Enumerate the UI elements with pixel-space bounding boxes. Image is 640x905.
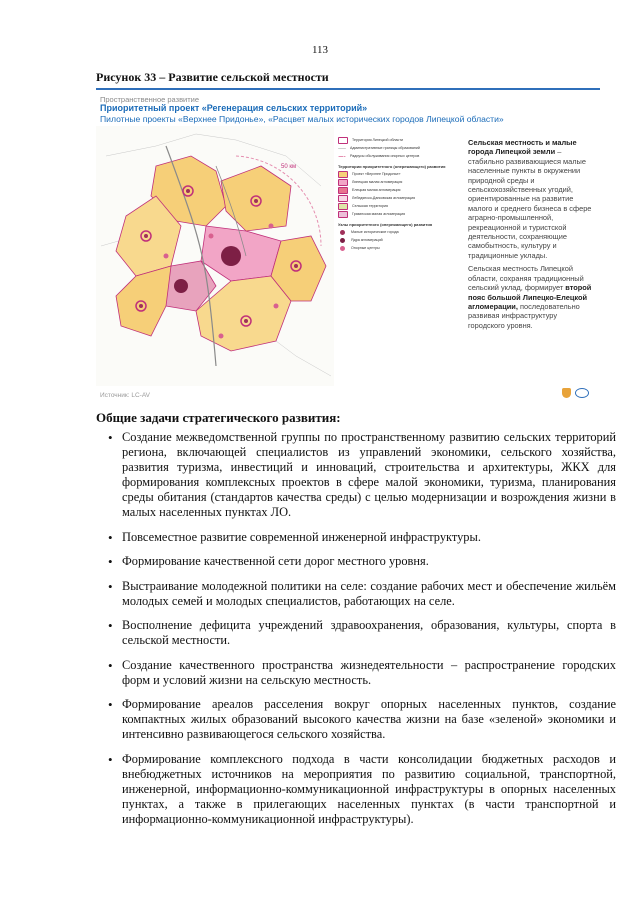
legend-item: Опорные центры: [338, 244, 466, 252]
legend-swatch: [338, 187, 348, 194]
legend-swatch: [338, 171, 348, 178]
figure-caption: Рисунок 33 – Развитие сельской местности: [96, 70, 329, 84]
map-scale-label: 50 км: [281, 164, 297, 170]
figure-subtitle: Пилотные проекты «Верхнее Придонье», «Расцвет малых исторических городов Липецкой области»: [100, 114, 504, 124]
legend-dot: [340, 238, 345, 243]
legend-item: Проект «Верхнее Придонье»: [338, 170, 466, 178]
tasks-list: [122, 430, 616, 836]
legend-item: Елецкая малая агломерация: [338, 186, 466, 194]
coat-of-arms-icon: [562, 388, 571, 398]
legend-dot: [340, 230, 345, 235]
list-item: • Восполнение дефицита учреждений здравоохранения, образования, культуры, спорта в сельской местности.: [122, 618, 616, 648]
legend-swatch: [338, 179, 348, 186]
legend-item: Сельская территория: [338, 202, 466, 210]
list-item: • Формирование качественной сети дорог местного уровня.: [122, 554, 616, 569]
list-item: • Выстраивание молодежной политики на селе: создание рабочих мест и обеспечение жильём молодых семей и молодых специалистов, работающих на селе.: [122, 579, 616, 609]
description-paragraph-1: Сельская местность и малые города Липецкой земли – стабильно развивающиеся малые населенные пункты в окружении природной среды и сельскохозяйственных угодий, ориентированные на развитие малого и среднего бизнеса в сфере аграрно-промышленной, рекреационной и туристской деятельности, сохраняющие самобытность, культуру и традиционные уклады.: [468, 138, 592, 260]
section-heading: Общие задачи стратегического развития:: [96, 410, 341, 425]
legend-item: Лебедянско-Данковская агломерация: [338, 194, 466, 202]
legend-heading-territories: Территории приоритетного (опережающего) развития: [338, 163, 446, 169]
legend-dot: [340, 246, 345, 251]
list-item: • Повсеместное развитие современной инженерной инфраструктуры.: [122, 530, 616, 545]
figure-title: Приоритетный проект «Регенерация сельских территорий»: [100, 103, 368, 113]
page-number: 113: [311, 44, 329, 56]
map-legend: [338, 136, 466, 252]
region-map: [96, 126, 334, 386]
legend-swatch: [338, 137, 348, 144]
figure-description: [468, 138, 592, 334]
figure-section-label: Пространственное развитие: [100, 95, 200, 104]
description-paragraph-2: Сельская местность Липецкой области, сохраняя традиционный сельский уклад, формирует второй пояс большой Липецко-Елецкой агломерации, последовательно развивая инфраструктуру городского уровня.: [468, 264, 592, 330]
legend-swatch: [338, 211, 348, 218]
legend-item: Липецкая малая агломерация: [338, 178, 466, 186]
legend-item: Административные границы образований: [338, 144, 466, 152]
figure-source: Источник: LC-AV: [100, 392, 151, 399]
figure-rural-development: [96, 86, 600, 402]
legend-item: Ядра агломераций: [338, 236, 466, 244]
legend-item: Грязинская малая агломерация: [338, 210, 466, 218]
figure-top-rule: [96, 88, 600, 90]
list-item: • Создание качественного пространства жизнедеятельности – распространение городских форм и условий жизни на сельскую местность.: [122, 658, 616, 688]
list-item: • Создание межведомственной группы по пространственному развитию сельских территорий региона, включающей специалистов из управлений экономики, сельского хозяйства, развития туризма, инвестиций и инноваций, строительства и архитектуры, ЖКХ для формирования комплексных проектов в сфере малой экономики, туризма, планирования среды обитания (стандартов качества среды) с целью модернизации и возрождения жизни в малых населенных пунктах ЛО.: [122, 430, 616, 520]
legend-heading-nodes: Узлы приоритетного (опережающего) развития: [338, 221, 433, 227]
legend-item: Территория Липецкой области: [338, 136, 466, 144]
legend-swatch: [338, 156, 346, 157]
list-item: • Формирование комплексного подхода в части консолидации бюджетных расходов и внебюджетных источников на мероприятия по развитию социальной, транспортной, инженерной, информационно-коммуникационной инфраструктуры в опорных населенных пунктах, а также в прилегающих населенных пунктах (в части транспортной и информационно-коммуникационной инфраструктуры).: [122, 752, 616, 827]
legend-item: Радиусы обслуживания опорных центров: [338, 152, 466, 160]
legend-item: Малые исторические города: [338, 228, 466, 236]
figure-logos: [562, 388, 589, 398]
list-item: • Формирование ареалов расселения вокруг опорных населенных пунктов, создание компактных жилых образований высокого качества жизни на базе «зеленой» экономики и интенсивно развивающегося сельского хозяйства.: [122, 697, 616, 742]
legend-swatch: [338, 203, 348, 210]
legend-swatch: [338, 148, 346, 149]
organization-logo-icon: [575, 388, 589, 398]
legend-swatch: [338, 195, 348, 202]
